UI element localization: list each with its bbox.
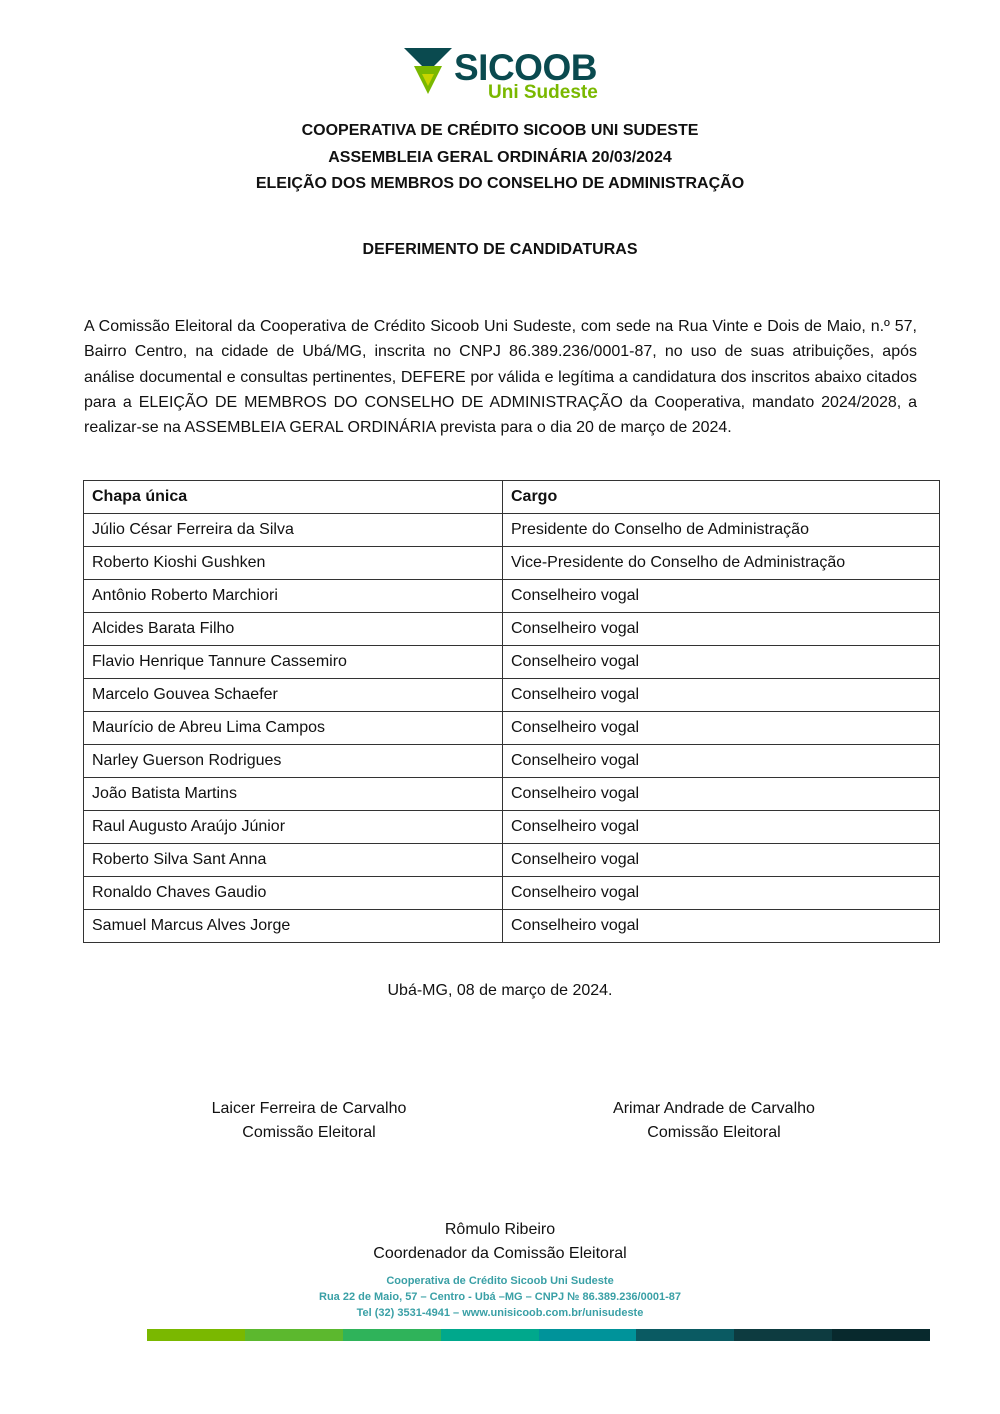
candidate-role-cell: Vice-Presidente do Conselho de Administração <box>503 547 940 580</box>
footer-line-2: Rua 22 de Maio, 57 – Centro - Ubá –MG – CNPJ № 86.389.236/0001-87 <box>319 1291 681 1303</box>
footer-bar-segment <box>636 1329 734 1341</box>
candidate-role-cell: Conselheiro vogal <box>503 613 940 646</box>
table-row <box>84 613 940 646</box>
table-row <box>84 514 940 547</box>
candidate-role-cell: Conselheiro vogal <box>503 877 940 910</box>
footer-bar-segment <box>147 1329 245 1341</box>
table-row <box>84 646 940 679</box>
place-date: Ubá-MG, 08 de março de 2024. <box>387 982 613 999</box>
signature-right-role: Comissão Eleitoral <box>647 1124 781 1141</box>
column-header-chapa: Chapa única <box>84 481 503 514</box>
candidate-name-cell: Antônio Roberto Marchiori <box>84 580 503 613</box>
signature-left-name: Laicer Ferreira de Carvalho <box>211 1100 407 1117</box>
signature-center <box>300 1218 700 1266</box>
footer-bar-segment <box>539 1329 637 1341</box>
table-row <box>84 712 940 745</box>
candidates-table <box>83 480 940 943</box>
candidate-name-cell: Flavio Henrique Tannure Cassemiro <box>84 646 503 679</box>
candidate-name-cell: Maurício de Abreu Lima Campos <box>84 712 503 745</box>
signature-right-name: Arimar Andrade de Carvalho <box>613 1100 815 1117</box>
signature-right <box>585 1097 843 1145</box>
logo-subtitle: Uni Sudeste <box>488 82 598 103</box>
candidate-name-cell: Alcides Barata Filho <box>84 613 503 646</box>
header-line-1: COOPERATIVA DE CRÉDITO SICOOB UNI SUDESTE <box>301 122 699 139</box>
signature-left <box>180 1097 438 1145</box>
table-row <box>84 811 940 844</box>
table-row <box>84 547 940 580</box>
candidate-role-cell: Conselheiro vogal <box>503 679 940 712</box>
signature-center-name: Rômulo Ribeiro <box>444 1221 556 1238</box>
footer-line-3: Tel (32) 3531-4941 – www.unisicoob.com.br/unisudeste <box>356 1307 644 1319</box>
footer-bar-segment <box>832 1329 930 1341</box>
candidate-name-cell: Narley Guerson Rodrigues <box>84 745 503 778</box>
sicoob-emblem-icon <box>404 48 452 94</box>
sicoob-logo <box>404 44 604 108</box>
candidate-name-cell: João Batista Martins <box>84 778 503 811</box>
table-header-row <box>84 481 940 514</box>
footer-bar-segment <box>441 1329 539 1341</box>
candidate-name-cell: Roberto Silva Sant Anna <box>84 844 503 877</box>
candidate-role-cell: Presidente do Conselho de Administração <box>503 514 940 547</box>
footer-bar-segment <box>245 1329 343 1341</box>
table-body <box>84 514 940 943</box>
column-header-cargo: Cargo <box>503 481 940 514</box>
table-row <box>84 745 940 778</box>
table-row <box>84 844 940 877</box>
table-row <box>84 679 940 712</box>
candidate-role-cell: Conselheiro vogal <box>503 646 940 679</box>
table-row <box>84 580 940 613</box>
candidate-role-cell: Conselheiro vogal <box>503 745 940 778</box>
footer-line-1: Cooperativa de Crédito Sicoob Uni Sudeste <box>386 1275 614 1287</box>
candidate-role-cell: Conselheiro vogal <box>503 712 940 745</box>
table-row <box>84 910 940 943</box>
candidate-role-cell: Conselheiro vogal <box>503 844 940 877</box>
header-line-3: ELEIÇÃO DOS MEMBROS DO CONSELHO DE ADMINISTRAÇÃO <box>255 175 745 192</box>
header-line-2: ASSEMBLEIA GERAL ORDINÁRIA 20/03/2024 <box>328 149 672 166</box>
candidate-role-cell: Conselheiro vogal <box>503 910 940 943</box>
footer <box>0 1273 1000 1321</box>
document-subtitle: DEFERIMENTO DE CANDIDATURAS <box>362 241 638 258</box>
signature-center-role: Coordenador da Comissão Eleitoral <box>373 1245 627 1262</box>
table-row <box>84 877 940 910</box>
footer-bar-segment <box>734 1329 832 1341</box>
candidate-name-cell: Raul Augusto Araújo Júnior <box>84 811 503 844</box>
candidate-role-cell: Conselheiro vogal <box>503 778 940 811</box>
footer-bar-segment <box>343 1329 441 1341</box>
candidate-role-cell: Conselheiro vogal <box>503 580 940 613</box>
candidate-role-cell: Conselheiro vogal <box>503 811 940 844</box>
logo-wordmark: SICOOB <box>454 47 597 88</box>
candidate-name-cell: Ronaldo Chaves Gaudio <box>84 877 503 910</box>
candidate-name-cell: Júlio César Ferreira da Silva <box>84 514 503 547</box>
table-row <box>84 778 940 811</box>
candidate-name-cell: Samuel Marcus Alves Jorge <box>84 910 503 943</box>
signature-left-role: Comissão Eleitoral <box>242 1124 376 1141</box>
candidate-name-cell: Marcelo Gouvea Schaefer <box>84 679 503 712</box>
candidate-name-cell: Roberto Kioshi Gushken <box>84 547 503 580</box>
footer-color-bar <box>147 1329 930 1341</box>
body-paragraph: A Comissão Eleitoral da Cooperativa de Crédito Sicoob Uni Sudeste, com sede na Rua Vinte e Dois de Maio, n.º 57, Bairro Centro, na cidade de Ubá/MG, inscrita no CNPJ 86.389.236/0001-87, no uso de suas atribuições, após análise documental e consultas pertinentes, DEFERE por válida e legítima a candidatura dos inscritos abaixo citados para a ELEIÇÃO DE MEMBROS DO CONSELHO DE ADMINISTRAÇÃO da Cooperativa, mandato 2024/2028, a realizar-se na ASSEMBLEIA GERAL ORDINÁRIA prevista para o dia 20 de março de 2024. <box>84 318 917 437</box>
